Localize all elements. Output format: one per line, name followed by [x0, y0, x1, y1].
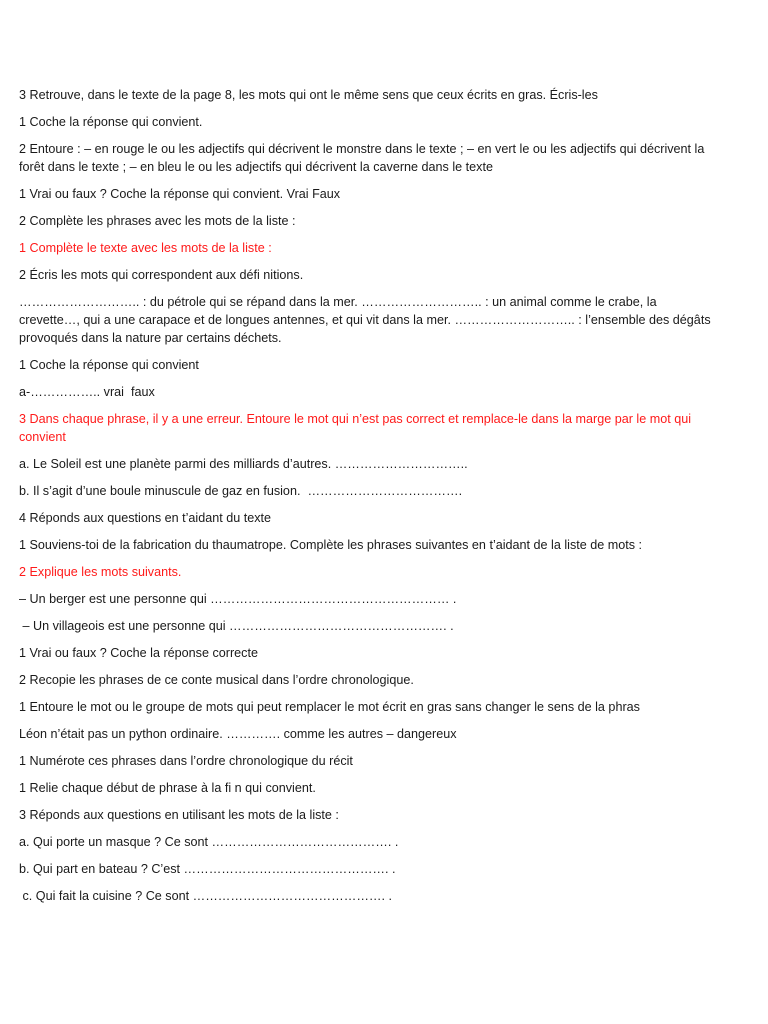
line-11: 3 Dans chaque phrase, il y a une erreur. Entoure le mot qui n’est pas correct et remplace-le dans la marge par le mot qui convient — [19, 412, 695, 444]
line-1: 3 Retrouve, dans le texte de la page 8, les mots qui ont le même sens que ceux écrits en gras. Écris-les — [19, 88, 598, 102]
line-26: a. Qui porte un masque ? Ce sont ……………………………………. . — [19, 835, 399, 849]
line-14: 4 Réponds aux questions en t’aidant du texte — [19, 511, 272, 525]
line-21: 1 Entoure le mot ou le groupe de mots qui peut remplacer le mot écrit en gras sans changer le sens de la phras — [19, 700, 640, 714]
line-12: a. Le Soleil est une planète parmi des milliards d’autres. ………………………….. — [19, 457, 468, 471]
line-27: b. Qui part en bateau ? C’est …………………………………………. . — [19, 862, 396, 876]
line-6: 1 Complète le texte avec les mots de la liste : — [19, 241, 272, 255]
line-25: 3 Réponds aux questions en utilisant les mots de la liste : — [19, 808, 339, 822]
line-13: b. Il s’agit d’une boule minuscule de gaz en fusion. ………………………………. — [19, 484, 463, 498]
line-22: Léon n’était pas un python ordinaire. …………. comme les autres – dangereux — [19, 727, 457, 741]
line-16: 2 Explique les mots suivants. — [19, 565, 182, 579]
line-9: 1 Coche la réponse qui convient — [19, 358, 199, 372]
line-7: 2 Écris les mots qui correspondent aux défi nitions. — [19, 268, 304, 282]
line-19: 1 Vrai ou faux ? Coche la réponse correcte — [19, 646, 258, 660]
line-18: – Un villageois est une personne qui ……………………………………………. . — [19, 619, 454, 633]
line-2: 1 Coche la réponse qui convient. — [19, 115, 203, 129]
line-5: 2 Complète les phrases avec les mots de la liste : — [19, 214, 296, 228]
line-4: 1 Vrai ou faux ? Coche la réponse qui convient. Vrai Faux — [19, 187, 341, 201]
line-15: 1 Souviens-toi de la fabrication du thaumatrope. Complète les phrases suivantes en t’aidant de la liste de mots : — [19, 538, 643, 552]
line-28: c. Qui fait la cuisine ? Ce sont ………………………………………. . — [19, 889, 392, 903]
line-8: ……………………….. : du pétrole qui se répand dans la mer. ……………………….. : un animal comme le crabe, la crevette…, qui a une carapace et de longues antennes, et qui vit dans la mer. ……………………….. : l’ensemble des dégâts provoqués dans la nature par certains déchets. — [19, 295, 715, 345]
line-20: 2 Recopie les phrases de ce conte musical dans l’ordre chronologique. — [19, 673, 414, 687]
line-10: a-…………….. vrai faux — [19, 385, 155, 399]
line-24: 1 Relie chaque début de phrase à la fi n qui convient. — [19, 781, 316, 795]
document-body — [19, 86, 719, 914]
line-23: 1 Numérote ces phrases dans l’ordre chronologique du récit — [19, 754, 353, 768]
line-17: – Un berger est une personne qui ………………………………………………… . — [19, 592, 457, 606]
line-3: 2 Entoure : – en rouge le ou les adjectifs qui décrivent le monstre dans le texte ; – en vert le ou les adjectifs qui décrivent la forêt dans le texte ; – en bleu le ou les adjectifs qui décrivent la caverne dans le texte — [19, 142, 708, 174]
